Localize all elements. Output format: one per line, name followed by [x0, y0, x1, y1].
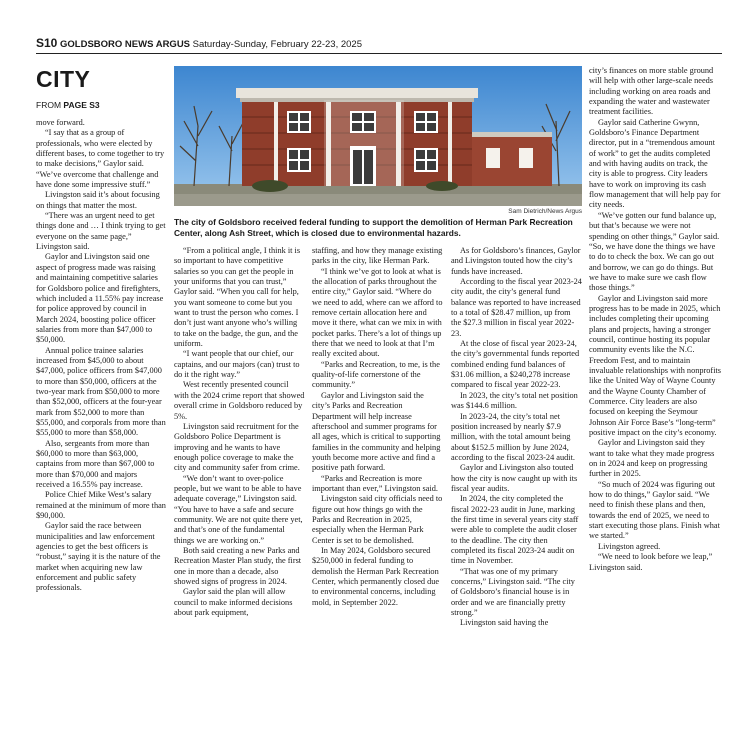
paragraph: “There was an urgent need to get things done and … I think trying to get everyone on the same page,” Livingston said.	[36, 211, 166, 252]
page-header	[36, 36, 722, 52]
paragraph: Annual police trainee salaries increased from $45,000 to about $47,000, police officers from $47,000 to more than $50,000, officers at the two-year mark from $50,000 to more than $52,000, officers at the four-year mark from $52,000 to more than $55,000, and corporals from more than $55,000 to more than $58,000.	[36, 345, 166, 438]
paragraph: Gaylor and Livingston said the city’s Parks and Recreation Department will help increase afterschool and summer programs for all ages, which is critical to supporting families in the community and helping youth become more active and find a positive path forward.	[312, 390, 441, 473]
paragraph: Gaylor and Livingston said they want to take what they made progress on in 2024 and keep on progressing further in 2025.	[589, 438, 715, 479]
paragraph: city’s finances on more stable ground will help with other large-scale needs including working on area roads and expanding the water and wastewater treatment facilities.	[589, 66, 714, 117]
paragraph: “I say that as a group of professionals, who were elected by different bases, to come together to try to make decisions,” Gaylor said. “We’ve overcome that challenge and have done some impressive stuff.”	[36, 128, 165, 190]
section-title: CITY	[36, 66, 91, 92]
article-column-1	[36, 118, 167, 724]
article-column-5	[589, 66, 722, 724]
paragraph: Gaylor said Catherine Gwynn, Goldsboro’s Finance Department director, put in a “tremendous amount of work” to get the audits completed and with having audits on track, the city is able to progress. City leaders have to work on improving its cash flow management that will help pay for city needs.	[589, 117, 721, 210]
paragraph: Livingston said having the	[460, 618, 549, 628]
herman-park-photo	[174, 66, 582, 206]
paragraph: Livingston said city officials need to figure out how things go with the Parks and Recreation in 2025, especially when the Herman Park Center is set to be demolished.	[312, 494, 443, 545]
paragraph: Police Chief Mike West’s salary remained at the minimum of more than $90,000.	[36, 490, 166, 521]
paragraph: Gaylor and Livingston said one aspect of progress made was raising and maintaining competitive salaries for Goldsboro police and firefighters, which included a 11.55% pay increase for police approved by council in March 2024, boosting police officer salaries from more than $47,000 to $50,000.	[36, 252, 164, 345]
paragraph: According to the fiscal year 2023-24 city audit, the city’s general fund balance was reported to have increased to a total of $28.47 million, up from the $27.3 million in fiscal year 2022-23.	[451, 277, 582, 338]
header-rule	[36, 53, 722, 54]
paragraph: “We don’t want to over-police people, but we want to be able to have adequate coverage,” Livingston said. “You have to have a safe and secure community. We are not quite there yet, and that’s one of the fundamental things we are working on.”	[174, 473, 303, 545]
photo-caption: The city of Goldsboro received federal funding to support the demolition of Herman Park Recreation Center, along Ash Street, which is closed due to environmental hazards.	[174, 217, 573, 238]
paragraph: Livingston said it’s about focusing on things that matter the most.	[36, 190, 160, 210]
photo-credit: Sam Dietrich/News Argus	[508, 208, 582, 215]
from-label: FROM	[36, 100, 62, 110]
issue-date: Saturday-Sunday, February 22-23, 2025	[192, 39, 363, 50]
from-page: PAGE S3	[63, 100, 100, 110]
paragraph: In 2023, the city’s total net position was $144.6 million.	[451, 390, 578, 411]
article-column-4	[451, 246, 582, 724]
paragraph: “I think we’ve got to look at what is the allocation of parks throughout the entire city,” Gaylor said. “Where do we need to add, where can we afford to remove certain allocation here and move it there, what can we mix in with pocket parks. There’s a lot of things up there that we need to look at that I’m really excited about.	[312, 266, 443, 359]
paragraph: In 2024, the city completed the fiscal 2022-23 audit in June, marking the first time in several years city staff were able to complete the audit closer to the deadline. The city then completed its fiscal 2023-24 audit on time in November.	[451, 494, 579, 566]
paragraph: “We need to look before we leap,” Livingston said.	[589, 552, 713, 572]
publication-name: GOLDSBORO NEWS ARGUS	[60, 39, 191, 50]
paragraph: West recently presented council with the 2024 crime report that showed overall crime in Goldsboro reduced by 5%.	[174, 380, 305, 421]
article-column-2	[174, 246, 305, 724]
recreation-center-illustration	[174, 66, 582, 206]
paragraph: “Parks and Recreation is more important than ever,” Livingston said.	[312, 473, 438, 493]
paragraph: Gaylor said the race between municipalities and law enforcement agencies to get the best officers is “robust,” saying it is the nature of the market when acquiring new law enforcement and public safety professionals.	[36, 521, 161, 593]
paragraph: “That was one of my primary concerns,” Livingston said. “The city of Goldsboro’s financial house is in order and we are financially pretty strong.”	[451, 566, 575, 618]
paragraph: Livingston said recruitment for the Goldsboro Police Department is improving and he wants to have enough police coverage to make the city and community safer from crime.	[174, 421, 300, 473]
jump-line	[36, 100, 100, 110]
paragraph: “So much of 2024 was figuring out how to do things,” Gaylor said. “We need to finish these plans and then, towards the end of 2025, we need to start executing those plans. Finish what we started.”	[589, 479, 720, 541]
paragraph: “I want people that our chief, our captains, and our majors (can) trust to do it the right way.”	[174, 349, 300, 380]
paragraph: In 2023-24, the city’s total net position increased by nearly $7.9 million, with the total amount being about $152.5 million by June 2024, according to the fiscal 2023-24 audit.	[451, 411, 575, 462]
paragraph: Both said creating a new Parks and Recreation Master Plan study, the first one in more than a decade, also showed signs of progress in 2024.	[174, 545, 302, 586]
paragraph: Gaylor and Livingston said more progress has to be made in 2025, which includes completing their upcoming plans and projects, having a stronger council, continue hosting its popular community events like the N.C. Freedom Fest, and to maintain invaluable relationships with nonprofits like the United Way of Wayne County and the Wayne County Chamber of Commerce. City leaders are also focused on keeping the Seymour Johnson Air Force Base’s “long-term” positive impact on the city’s economy.	[589, 293, 722, 438]
page-number: S10	[36, 36, 58, 50]
paragraph: “Parks and Recreation, to me, is the quality-of-life cornerstone of the community.”	[312, 359, 440, 390]
paragraph: As for Goldsboro’s finances, Gaylor and Livingston touted how the city’s funds have increased.	[451, 246, 581, 276]
article-column-3	[312, 246, 443, 724]
paragraph: move forward.	[36, 118, 85, 127]
paragraph: Gaylor and Livingston also touted how the city is now caught up with its fiscal year audits.	[451, 463, 578, 493]
paragraph: Gaylor said the plan will allow council to make informed decisions about park equipment,	[174, 587, 293, 618]
paragraph: In May 2024, Goldsboro secured $250,000 in federal funding to demolish the Herman Park Recreation Center, which permanently closed due to environmental concerns, including mold, in September 2022.	[312, 545, 440, 607]
paragraph: Livingston agreed.	[598, 541, 661, 551]
paragraph: Also, sergeants from more than $60,000 to more than $63,000, captains from more than $67,000 to more than $70,000 and majors received a 16.55% pay increase.	[36, 438, 155, 490]
paragraph: “From a political angle, I think it is so important to have competitive salaries so you can get the people in your uniforms that you can trust,” Gaylor said. “When you call for help, you want someone to come but you want to trust the person who comes. I don’t just want anyone who’s willing to take on the badge, the gun, and the uniform.	[174, 246, 301, 349]
paragraph: staffing, and how they manage existing parks in the city, like Herman Park.	[312, 246, 443, 266]
paragraph: At the close of fiscal year 2023-24, the city’s governmental funds reported combined ending fund balances of $31.06 million, a $240,278 increase compared to fiscal year 2022-23.	[451, 339, 580, 390]
paragraph: “We’ve gotten our fund balance up, but that’s because we were not spending on other things,” Gaylor said. “So, we have done the things we have to do to check the box. We can go out and borrow, we can go do things. But we have to make sure we cash flow those things.”	[589, 210, 720, 293]
